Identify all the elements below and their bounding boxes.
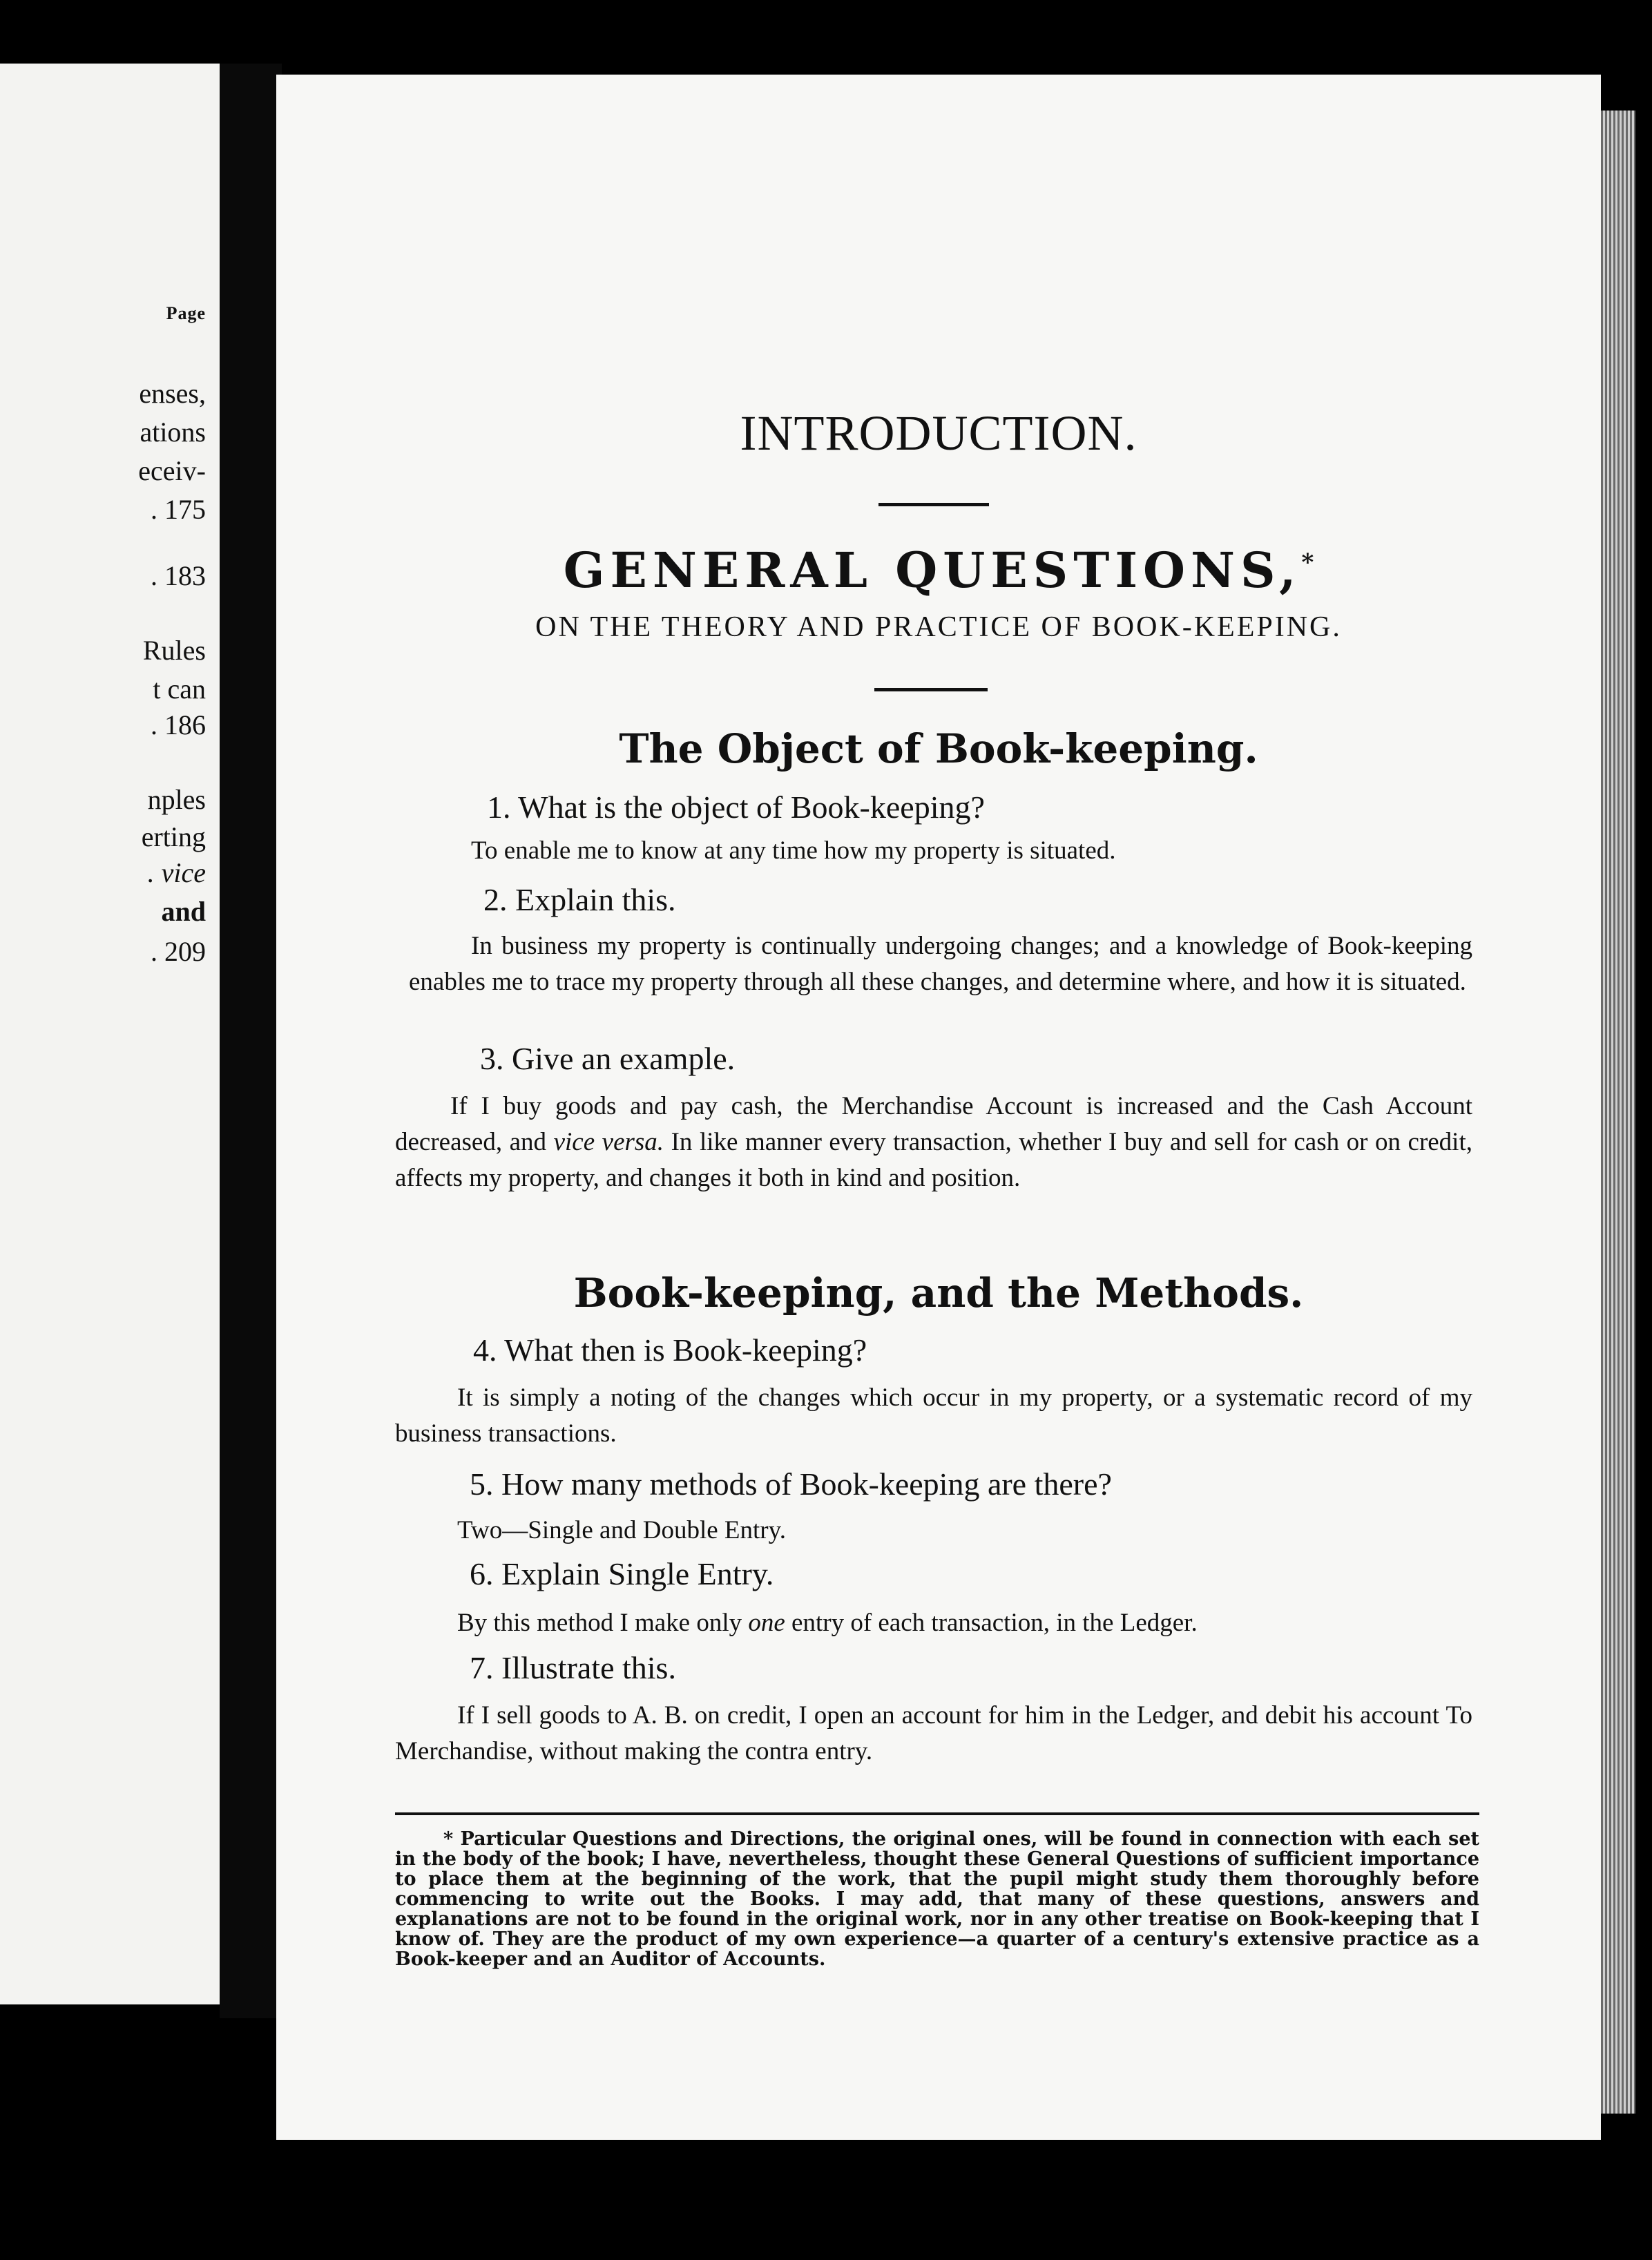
answer-text: In like manner every transaction, whether I buy and sell for cash or on credit, affects my property, and changes it both in kind and position. — [395, 1128, 1472, 1192]
footnote: * Particular Questions and Directions, the original ones, will be found in connection with each set in the body of the book; I have, nevertheless, thought these General Questions of sufficient importance to place them at the beginning of the work, that the pupil might study them thoroughly before commencing to write out the Books. I may add, that many of these questions, answers and explanations are not to be found in the original work, nor in any other treatise on Book-keeping that I know of. They are the product of my own experience—a quarter of a century's extensive practice as a Book-keeper and an Auditor of Accounts. — [395, 1828, 1479, 1970]
question: 1. What is the object of Book-keeping? — [487, 789, 985, 825]
question: 2. Explain this. — [483, 882, 676, 917]
left-page-fragment — [0, 64, 220, 2004]
question: 3. Give an example. — [480, 1041, 736, 1076]
question: 5. How many methods of Book-keeping are there? — [470, 1466, 1112, 1502]
subtitle: ON THE THEORY AND PRACTICE OF BOOK-KEEPING. — [535, 611, 1342, 643]
section-title: The Object of Book-keeping. — [619, 725, 1258, 772]
left-page-line: . 183 — [151, 560, 206, 591]
section-title: Book-keeping, and the Methods. — [573, 1270, 1304, 1316]
answer: If I sell goods to A. B. on credit, I open an account for him in the Ledger, and debit his account To Merchandise, without making the contra entry. — [395, 1701, 1472, 1765]
left-page-line: . 186 — [151, 709, 206, 740]
answer: It is simply a noting of the changes which occur in my property, or a systematic record of my business transactions. — [395, 1383, 1472, 1448]
answer-text: If I buy goods and pay cash, the Merchandise Account is increased and the Cash Account decreased, and — [395, 1092, 1472, 1156]
question: 6. Explain Single Entry. — [470, 1556, 774, 1591]
left-page-line: . 209 — [151, 936, 206, 967]
left-page-line: nples — [147, 784, 206, 815]
subtitle-rule — [874, 688, 988, 691]
left-page-line: eceiv- — [138, 455, 206, 486]
answer: Two—Single and Double Entry. — [457, 1516, 786, 1544]
main-heading — [276, 542, 1601, 599]
answer-emphasis: one — [748, 1609, 785, 1637]
book-spine — [220, 64, 282, 2018]
left-page-line: Rules — [142, 635, 206, 666]
footnote-marker: * — [1301, 548, 1314, 577]
answer-emphasis: vice versa. — [553, 1128, 664, 1156]
left-page-line: . 175 — [151, 494, 206, 525]
right-page — [276, 75, 1601, 2140]
answer: To enable me to know at any time how my property is situated. — [471, 836, 1116, 865]
left-page-line: t can — [153, 673, 206, 705]
left-page-header: Page — [166, 303, 206, 323]
title-rule — [878, 503, 989, 506]
main-heading-text: GENERAL QUESTIONS, — [563, 542, 1302, 599]
question: 7. Illustrate this. — [470, 1650, 676, 1685]
answer-text: entry of each transaction, in the Ledger. — [785, 1609, 1198, 1637]
left-page-line: erting — [141, 821, 206, 852]
left-page-line: . vice — [147, 857, 206, 888]
answer-text: By this method I make only — [457, 1609, 749, 1637]
answer — [395, 1089, 1472, 1196]
answer — [457, 1605, 1535, 1641]
left-page-line: and — [161, 896, 206, 927]
question: 4. What then is Book-keeping? — [473, 1332, 867, 1368]
answer: In business my property is continually undergoing changes; and a knowledge of Book-keeping enables me to trace my property through all these changes, and determine where, and how it is situated. — [409, 932, 1472, 996]
left-page-line: enses, — [139, 378, 206, 409]
left-page-line: ations — [140, 416, 206, 448]
footnote-rule — [395, 1812, 1479, 1815]
page-title: INTRODUCTION. — [740, 405, 1137, 461]
page-edge — [1601, 111, 1635, 2114]
